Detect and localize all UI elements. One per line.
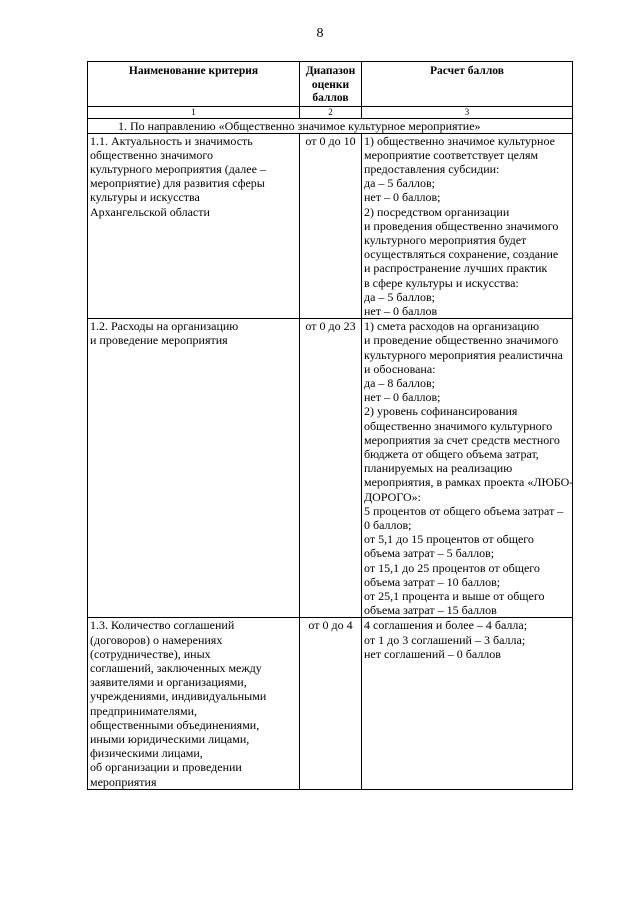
score-calculation-line: от 25,1 процента и выше от общего [364, 589, 545, 603]
score-calculation-line: в сфере культуры и искусства: [364, 275, 519, 290]
table-row [88, 133, 573, 319]
table-row [88, 319, 573, 618]
column-number: 2 [300, 106, 362, 118]
score-calculation-line: нет соглашений – 0 баллов [364, 646, 501, 661]
criterion-name-line: физическими лицами, [90, 746, 203, 761]
section-title-row [88, 118, 573, 133]
criterion-name-cell [88, 133, 300, 319]
score-calculation-line: от 15,1 до 25 процентов от общего [364, 560, 540, 575]
score-range-cell: от 0 до 10 [300, 133, 362, 319]
column-number-row [88, 106, 573, 118]
score-calculation-line: бюджета от общего объема затрат, [364, 446, 539, 461]
score-calculation-cell [362, 133, 573, 319]
header-range-line: оценки [311, 78, 350, 91]
criterion-name-line: мероприятия [90, 774, 157, 789]
header-score-range [300, 62, 362, 107]
score-calculation-line: культурного мероприятия будет [364, 232, 527, 247]
criterion-name-line: 1.1. Актуальность и значимость [90, 133, 253, 148]
criterion-name-line: Архангельской области [90, 204, 210, 219]
score-calculation-line: 2) уровень софинансирования [364, 404, 518, 419]
score-calculation-line: объема затрат – 5 баллов; [364, 546, 495, 561]
header-score-calculation [362, 62, 573, 107]
header-name-line: Наименование критерия [128, 65, 259, 77]
score-calculation-line: нет – 0 баллов; [364, 190, 441, 205]
criterion-name-line: 1.3. Количество соглашений [90, 618, 235, 633]
score-calculation-line: нет – 0 баллов; [364, 390, 441, 405]
score-calculation-line: 2) посредством организации [364, 204, 510, 219]
header-calc-line: Расчет баллов [430, 65, 504, 77]
column-number: 3 [362, 106, 573, 118]
score-calculation-line: культурного мероприятия реалистична [364, 347, 563, 362]
criterion-name-line: культурного мероприятия (далее – [90, 161, 266, 176]
header-range-line: Диапазон [305, 65, 356, 77]
score-calculation-line: 4 соглашения и более – 4 балла; [364, 618, 528, 633]
score-calculation-line: мероприятие соответствует целям [364, 147, 539, 162]
section-title: 1. По направлению «Общественно значимое культурное мероприятие» [88, 118, 573, 133]
criterion-name-line: общественными объединениями, [90, 717, 260, 732]
score-calculation-line: 1) общественно значимое культурное [364, 133, 555, 148]
table-header-row [88, 62, 573, 107]
score-range-cell: от 0 до 23 [300, 319, 362, 618]
criterion-name-line: заявителями и организациями, [90, 675, 247, 690]
score-calculation-line: мероприятия, в рамках проекта «ЛЮБО- [364, 475, 574, 490]
score-calculation-line: ДОРОГО»: [364, 489, 421, 504]
score-calculation-line: и проведение общественно значимого [364, 333, 559, 348]
table-row [88, 618, 573, 789]
criterion-name-line: предпринимателями, [90, 703, 198, 718]
criterion-name-line: об организации и проведении [90, 760, 242, 775]
score-calculation-line: от 1 до 3 соглашений – 3 балла; [364, 632, 526, 647]
score-calculation-line: да – 5 баллов; [364, 176, 435, 191]
score-calculation-line: 5 процентов от общего объема затрат – [364, 503, 564, 518]
page-number: 8 [316, 26, 324, 41]
score-calculation-line: да – 5 баллов; [364, 289, 435, 304]
score-calculation-line: и проведения общественно значимого [364, 218, 559, 233]
criterion-name-line: и проведение мероприятия [90, 333, 228, 348]
column-number: 1 [88, 106, 300, 118]
criterion-name-line: (договоров) о намерениях [90, 632, 223, 647]
header-criterion-name [88, 62, 300, 107]
score-calculation-line: 0 баллов; [364, 517, 412, 532]
criterion-name-line: соглашений, заключенных между [90, 661, 262, 676]
score-calculation-line: да – 8 баллов; [364, 375, 435, 390]
criterion-name-line: (сотрудничестве), иных [90, 646, 211, 661]
score-calculation-line: предоставления субсидии: [364, 161, 500, 176]
score-calculation-line: и обоснована: [364, 361, 436, 376]
score-calculation-line: мероприятия за счет средств местного [364, 432, 560, 447]
score-calculation-cell [362, 319, 573, 618]
criterion-name-line: иными юридическими лицами, [90, 732, 250, 747]
score-calculation-line: осуществляться сохранение, создание [364, 247, 559, 262]
score-calculation-line: планируемых на реализацию [364, 461, 513, 476]
score-calculation-line: объема затрат – 15 баллов [364, 603, 497, 618]
score-calculation-line: нет – 0 баллов [364, 303, 438, 318]
score-calculation-line: общественно значимого культурного [364, 418, 553, 433]
score-calculation-cell [362, 618, 573, 789]
criterion-name-line: учреждениями, индивидуальными [90, 689, 267, 704]
criterion-name-line: общественно значимого [90, 147, 213, 162]
criterion-name-cell [88, 319, 300, 618]
criterion-name-cell [88, 618, 300, 789]
criteria-table [87, 61, 573, 790]
score-calculation-line: от 5,1 до 15 процентов от общего [364, 532, 534, 547]
header-range-line: баллов [312, 92, 349, 104]
score-calculation-line: 1) смета расходов на организацию [364, 319, 540, 334]
score-calculation-line: объема затрат – 10 баллов; [364, 574, 501, 589]
criterion-name-line: 1.2. Расходы на организацию [90, 319, 239, 334]
criterion-name-line: культуры и искусства [90, 190, 200, 205]
score-calculation-line: и распространение лучших практик [364, 261, 548, 276]
score-range-cell: от 0 до 4 [300, 618, 362, 789]
criterion-name-line: мероприятие) для развития сферы [90, 176, 265, 191]
